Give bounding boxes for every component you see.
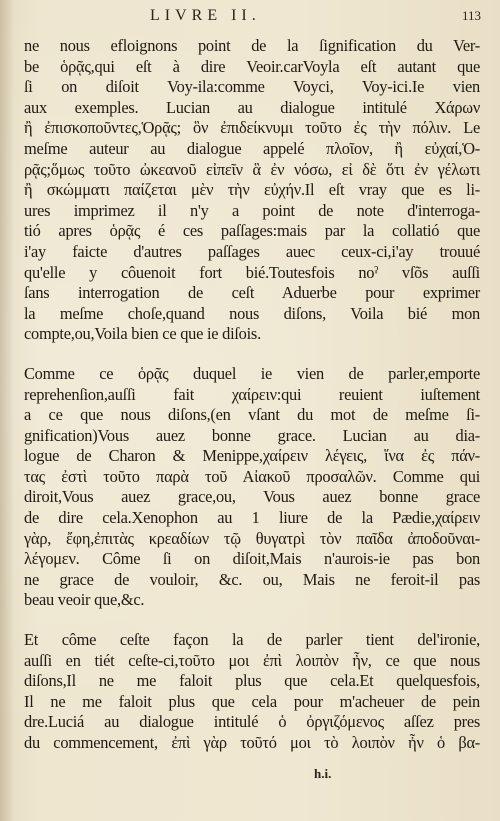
text-line: tió apres ὁρᾷς é ces paſſages:mais par la collatió que xyxy=(24,221,480,241)
text-line: meſme auteur au dialogue appelé πλοῖον, ἢ εὐχαί,Ὁ- xyxy=(24,138,480,158)
text-line: du commencement, ἐπὶ γὰρ τοῦτό μοι τὸ λοιπὸν ἦν ὁ βα- xyxy=(24,733,480,752)
text-line: aux exemples. Lucian au dialogue intitulé Χάρων xyxy=(24,97,480,117)
gutter-shadow xyxy=(0,0,14,821)
text-line: a ce que nous diſons,(en vſant du mot de meſme ſi- xyxy=(24,405,480,425)
text-line: la meſme choſe,quand nous diſons, Voila bié mon xyxy=(24,303,480,323)
text-line: λέγομεν. Côme ſi on diſoit,Mais n'aurois-ie pas bon xyxy=(24,549,480,569)
body-text xyxy=(24,36,480,754)
text-line: diſons,Il ne me faloit plus que cela.Et quelquesfois, xyxy=(24,671,480,691)
page-number: 113 xyxy=(462,8,482,23)
text-line: Il ne me faloit plus que cela pour m'acheuer de pein xyxy=(24,691,480,711)
paragraph-3 xyxy=(24,630,480,754)
text-line: be ὁρᾷς,qui eſt à dire Veoir.carVoyla eſt autant que xyxy=(24,56,480,76)
text-line: dre.Luciá au dialogue intitulé ὁ ὀργιζόμενος aſſez pres xyxy=(24,712,480,732)
text-line: ρᾷς;ὅμως τοῦτο ὠκεανοῦ εἰπεῖν ἃ ἐν νόσω, εἰ δὲ ὅτι ἐν γέλωτι xyxy=(24,159,480,179)
text-line: ne grace de vouloir, &c. ou, Mais ne feroit-il pas xyxy=(24,569,480,589)
text-line: diroit,Vous auez grace,ou, Vous auez bonne grace xyxy=(24,487,480,507)
text-line: τας ἐστὶ τοῦτο παρὰ τοῦ Αἰακοῦ προσαλῶν. Comme qui xyxy=(24,466,480,486)
text-line: auſſi en tiét ceſte-ci,τοῦτο μοι ἐπὶ λοιπὸν ἦν, ce que nous xyxy=(24,650,480,670)
running-head-title: LIVRE II. xyxy=(150,7,261,24)
text-line: ures imprimez il n'y a point de note d'interroga- xyxy=(24,200,480,220)
text-line: i'ay faicte d'autres paſſages auec ceux-ci,i'ay trouué xyxy=(24,241,480,261)
text-line: compte,ou,Voila bien ce que ie diſois. xyxy=(24,324,261,344)
text-line: Comme ce ὁρᾷς duquel ie vien de parler,emporte xyxy=(24,363,480,383)
text-line: qu'elle y côuenoit fort bié.Toutesfois noˀ vſõs auſſi xyxy=(24,262,480,282)
text-line: ſi on diſoit Voy-ila:comme Voyci, Voy-ici.Ie vien xyxy=(24,77,480,97)
text-line: ἢ σκώμματι παίζεται μὲν τὴν εὐχήν.Il eſt vray que es li- xyxy=(24,180,480,200)
text-line: ne nous efloignons point de la ſignification du Ver- xyxy=(24,36,480,55)
text-line: Et côme ceſte façon la de parler tient del'ironie, xyxy=(24,630,480,650)
text-line: gnification)Vous auez bonne grace. Lucian au dia- xyxy=(24,425,480,445)
paragraph-gap xyxy=(24,345,480,364)
text-line: γὰρ, ἔφη,ἐπιτὰς κρεαδίων τῷ θυγατρὶ τὸν παῖδα ἀποδοῦναι- xyxy=(24,528,480,548)
text-line: beau veoir que,&c. xyxy=(24,590,145,610)
text-line: logue de Charon & Menippe,χαίρειν λέγεις, ἵνα ἐς πάν- xyxy=(24,446,480,466)
text-line: ſans interrogation de ceſt Aduerbe pour exprimer xyxy=(24,283,480,303)
paragraph-gap xyxy=(24,611,480,630)
paragraph-1 xyxy=(24,36,480,345)
text-line: de dire cela.Xenophon au 1 liure de la Pædie,χαίρειν xyxy=(24,508,480,528)
running-head xyxy=(0,5,500,27)
paragraph-2 xyxy=(24,364,480,611)
text-line: reprehenſion,auſſi fait χαίρειν:qui reuient iuſtement xyxy=(24,384,480,404)
signature-mark: h.i. xyxy=(314,766,332,781)
text-line: ἢ ἐπισκοποῦντες,Ὁρᾷς; ὃν ἐπιδείκνυμι τοῦτο ἐς τὴν πόλιν. Le xyxy=(24,118,480,138)
